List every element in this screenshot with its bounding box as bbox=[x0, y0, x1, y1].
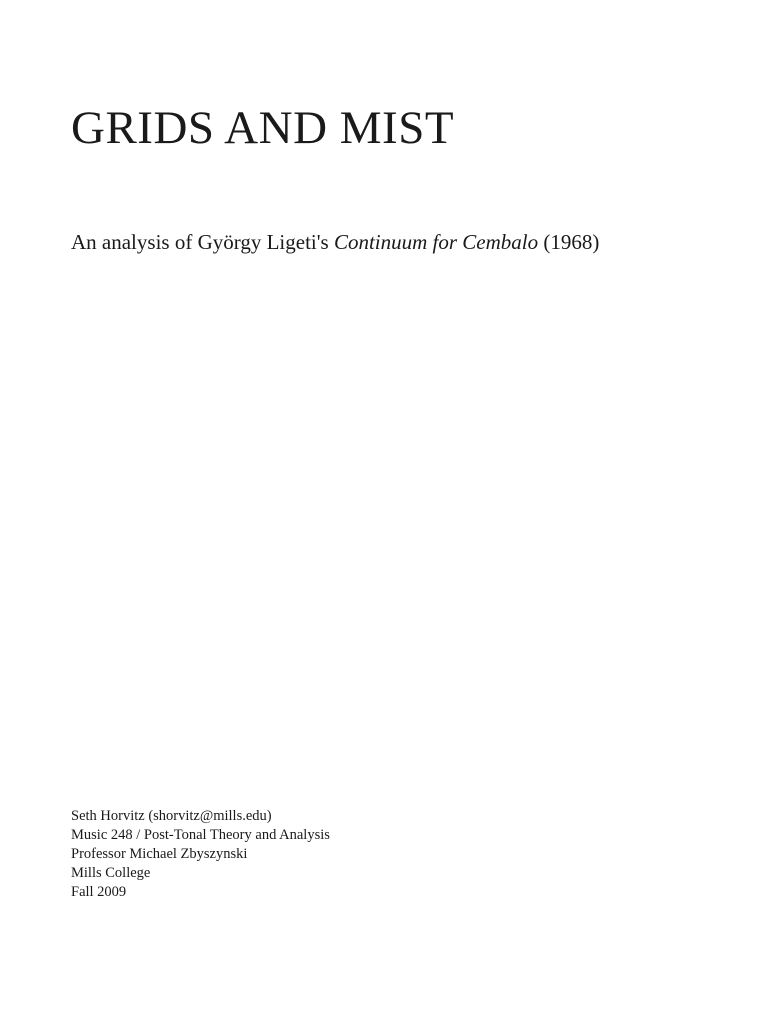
work-title: Continuum for Cembalo bbox=[333, 230, 539, 254]
professor-name: Professor Michael Zbyszynski bbox=[71, 846, 248, 862]
institution-name: Mills College bbox=[71, 865, 151, 881]
subtitle-prefix: An analysis of György Ligeti's bbox=[71, 230, 329, 254]
course-name: Music 248 / Post-Tonal Theory and Analysis bbox=[71, 827, 330, 843]
term-date: Fall 2009 bbox=[71, 884, 127, 900]
document-subtitle bbox=[71, 229, 599, 256]
author-info-block bbox=[71, 807, 330, 902]
document-title: GRIDS AND MIST bbox=[71, 102, 455, 154]
author-name-email: Seth Horvitz (shorvitz@mills.edu) bbox=[71, 808, 272, 824]
work-year: (1968) bbox=[543, 230, 600, 254]
